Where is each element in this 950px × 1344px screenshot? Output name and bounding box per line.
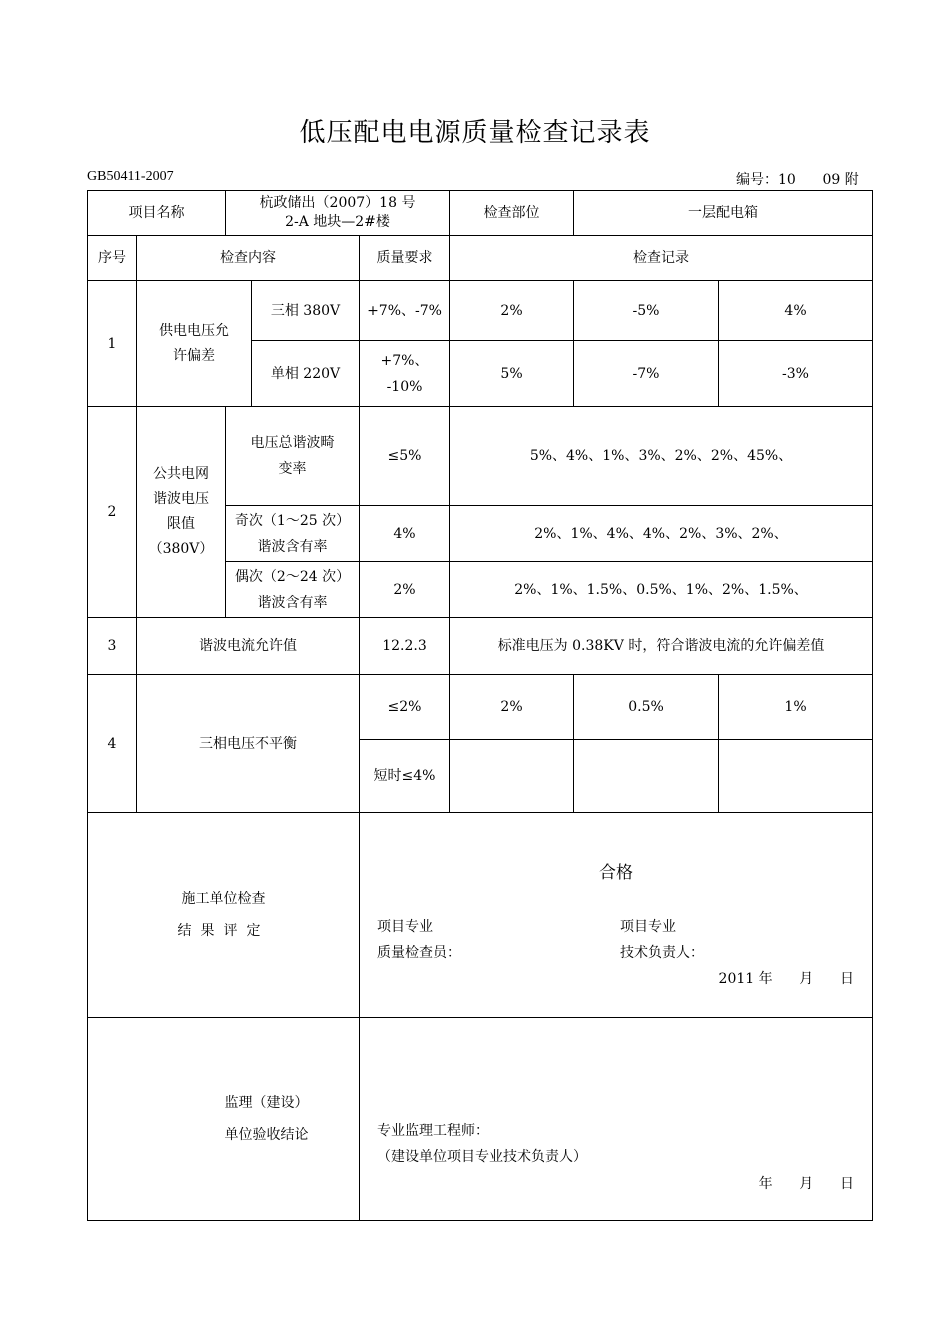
construction-result-cell xyxy=(360,813,873,1018)
supervision-label-line2: 单位验收结论 xyxy=(224,1127,309,1143)
item1-name-line2: 许偏差 xyxy=(173,347,215,364)
item2-name-line: 公共电网 xyxy=(153,466,209,482)
item1-value-cell: 2% xyxy=(450,281,574,341)
form-title: 低压配电电源质量检查记录表 xyxy=(299,118,651,148)
col-requirement: 质量要求 xyxy=(360,236,450,281)
item2-sub-even xyxy=(226,562,360,618)
item2-req-thd: ≤5% xyxy=(360,407,450,506)
item1-value-cell: 5% xyxy=(450,341,574,407)
supervision-line1: 专业监理工程师： xyxy=(377,1123,489,1139)
item2-record-thd: 5%、4%、1%、3%、2%、2%、45%、 xyxy=(450,407,873,506)
item1-row1 xyxy=(88,281,873,341)
construction-label-line2: 结果评定 xyxy=(177,923,270,939)
item4-value-cell xyxy=(574,740,719,813)
item1-sub-220v: 单相 220V xyxy=(252,341,360,407)
item3-row xyxy=(88,618,873,675)
supervision-cell xyxy=(360,1018,873,1221)
item2-sub-odd-line2: 谐波含有率 xyxy=(257,538,328,555)
item2-sub-even-line2: 谐波含有率 xyxy=(257,594,328,611)
item2-sub-even-line1: 偶次（2～24 次） xyxy=(234,568,351,585)
project-name-line2: 2-A 地块—2#楼 xyxy=(285,214,390,230)
header-row xyxy=(88,191,873,236)
column-header-row xyxy=(88,236,873,281)
item2-sub-thd-line1: 电压总谐波畸 xyxy=(250,435,335,451)
supervision-line2: （建设单位项目专业技术负责人） xyxy=(377,1149,587,1165)
item2-no: 2 xyxy=(88,407,137,618)
item2-sub-thd-line2: 变率 xyxy=(278,461,307,477)
item4-value-cell xyxy=(719,740,873,813)
item4-req-1: ≤2% xyxy=(360,675,450,740)
item2-sub-odd xyxy=(226,506,360,562)
construction-result: 合格 xyxy=(599,863,633,883)
item2-name-line: 限值 xyxy=(167,516,195,532)
construction-left-line2: 质量检查员： xyxy=(377,945,461,961)
item3-req: 12.2.3 xyxy=(360,618,450,675)
item2-row1 xyxy=(88,407,873,506)
form-number: 编号：10 09 附 xyxy=(736,172,859,188)
construction-right-line2: 技术负责人： xyxy=(620,945,704,961)
col-record: 检查记录 xyxy=(450,236,873,281)
item1-no: 1 xyxy=(88,281,137,407)
supervision-label-line1: 监理（建设） xyxy=(224,1095,309,1111)
project-name-label: 项目名称 xyxy=(88,191,226,236)
item3-no: 3 xyxy=(88,618,137,675)
item3-record: 标准电压为 0.38KV 时，符合谐波电流的允许偏差值 xyxy=(450,618,873,675)
construction-label-line1: 施工单位检查 xyxy=(181,891,266,907)
item2-req-odd: 4% xyxy=(360,506,450,562)
item1-value-cell: 4% xyxy=(719,281,873,341)
item1-value-cell: -7% xyxy=(574,341,719,407)
col-content: 检查内容 xyxy=(137,236,360,281)
construction-left-line1: 项目专业 xyxy=(377,919,433,935)
item1-req-380v: +7%、-7% xyxy=(360,281,450,341)
item1-req-220v-line2: -10% xyxy=(386,378,423,395)
supervision-row xyxy=(88,1018,873,1221)
item1-req-220v xyxy=(360,341,450,407)
item1-sub-380v: 三相 380V xyxy=(252,281,360,341)
item4-value-cell: 1% xyxy=(719,675,873,740)
item4-req-2: 短时≤4% xyxy=(360,740,450,813)
item3-name: 谐波电流允许值 xyxy=(137,618,360,675)
project-name-cell xyxy=(226,191,450,236)
item4-value-cell: 2% xyxy=(450,675,574,740)
construction-right-line1: 项目专业 xyxy=(620,919,676,935)
item4-name: 三相电压不平衡 xyxy=(137,675,360,813)
item1-value-cell: -3% xyxy=(719,341,873,407)
supervision-date: 年 月 日 xyxy=(758,1176,855,1192)
item2-name xyxy=(137,407,226,618)
item4-value-cell xyxy=(450,740,574,813)
construction-row xyxy=(88,813,873,1018)
construction-date: 2011 年 月 日 xyxy=(718,971,855,987)
construction-label xyxy=(88,813,360,1018)
item4-value-cell: 0.5% xyxy=(574,675,719,740)
item2-record-odd: 2%、1%、4%、4%、2%、3%、2%、 xyxy=(450,506,873,562)
item2-req-even: 2% xyxy=(360,562,450,618)
supervision-label xyxy=(88,1018,360,1221)
col-no: 序号 xyxy=(88,236,137,281)
item2-record-even: 2%、1%、1.5%、0.5%、1%、2%、1.5%、 xyxy=(450,562,873,618)
item2-sub-thd xyxy=(226,407,360,506)
item1-req-220v-line1: +7%、 xyxy=(380,352,429,369)
standard-code: GB50411-2007 xyxy=(87,169,174,184)
project-name-line1: 杭政储出（2007）18 号 xyxy=(259,195,416,211)
item4-no: 4 xyxy=(88,675,137,813)
inspect-part-value: 一层配电箱 xyxy=(574,191,873,236)
item2-name-line: （380V） xyxy=(148,541,214,557)
item4-row1 xyxy=(88,675,873,740)
item2-sub-odd-line1: 奇次（1～25 次） xyxy=(234,512,351,529)
item1-value-cell: -5% xyxy=(574,281,719,341)
item1-name xyxy=(137,281,252,407)
inspection-table xyxy=(87,190,873,1221)
item2-name-line: 谐波电压 xyxy=(153,491,209,507)
item1-name-line1: 供电电压允 xyxy=(159,322,229,339)
inspect-part-label: 检查部位 xyxy=(450,191,574,236)
